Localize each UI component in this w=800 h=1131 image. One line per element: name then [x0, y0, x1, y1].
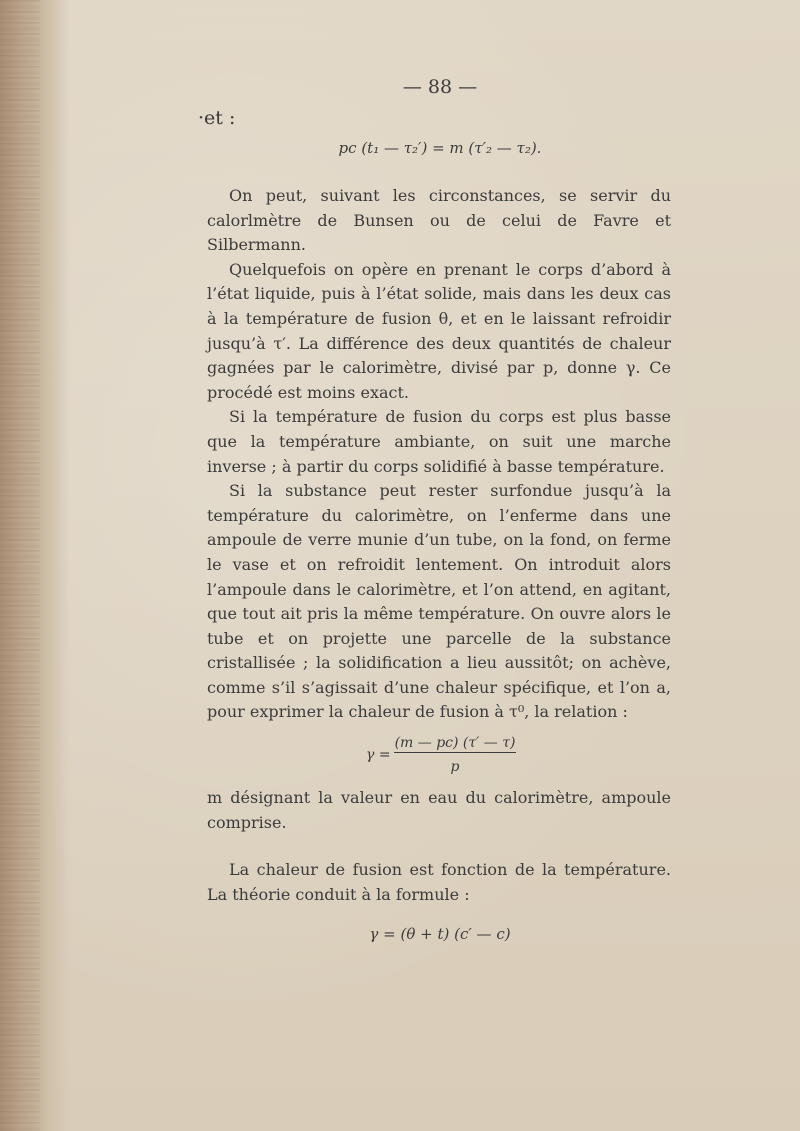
paragraph: La chaleur de fusion est fonction de la température. La théorie conduit à la formule :	[207, 860, 671, 904]
text-block-definition	[207, 786, 671, 835]
page-number: — 88 —	[402, 76, 478, 98]
paragraph: Si la substance peut rester surfondue jusqu’à la température du calorimètre, on l’enferme dans une ampoule de verre munie d’un tube, on la fond, on ferme le vase et on refroidit lentement. On introduit alors l’ampoule dans le calorimètre, et l’on attend, en agitant, que tout ait pris la même température. On ouvre alors le tube et on projette une parcelle de la substance cristallisée ; la solidification a lieu aussitôt; on achève, comme s’il s’agissait d’une chaleur spécifique, et l’on a, pour exprimer la chaleur de fusion à τ⁰, la relation :	[207, 481, 671, 722]
paragraph: Si la température de fusion du corps est plus basse que la température ambiante, on suit une marche inverse ; à partir du corps solidifié à basse température.	[207, 407, 671, 476]
paragraph: m désignant la valeur en eau du calorimètre, ampoule comprise.	[207, 788, 671, 832]
page-binding-edge	[0, 0, 70, 1131]
formula-lhs: γ =	[366, 747, 391, 763]
text-block-theory	[207, 858, 671, 907]
formula-heat-balance: pc (t₁ — τ₂′) = m (τ′₂ — τ₂).	[338, 139, 542, 157]
paragraph: On peut, suivant les circonstances, se servir du calorlmètre de Bunsen ou de celui de Favre et Silbermann.	[207, 186, 671, 255]
formula-denominator: p	[450, 759, 460, 775]
paragraph: Quelquefois on opère en prenant le corps d’abord à l’état liquide, puis à l’état solide, mais dans les deux cas à la température de fusion θ, et en le laissant refroidir jusqu’à τ′. La différence des deux quantités de chaleur gagnées par le calorimètre, divisé par p, donne γ. Ce procédé est moins exact.	[207, 259, 671, 402]
formula-numerator: (m — pc) (τ′ — τ)	[394, 735, 516, 751]
formula-theory: γ = (θ + t) (c′ — c)	[369, 925, 511, 943]
text-block-methods	[207, 184, 671, 725]
intro-word: ·et :	[198, 107, 236, 129]
